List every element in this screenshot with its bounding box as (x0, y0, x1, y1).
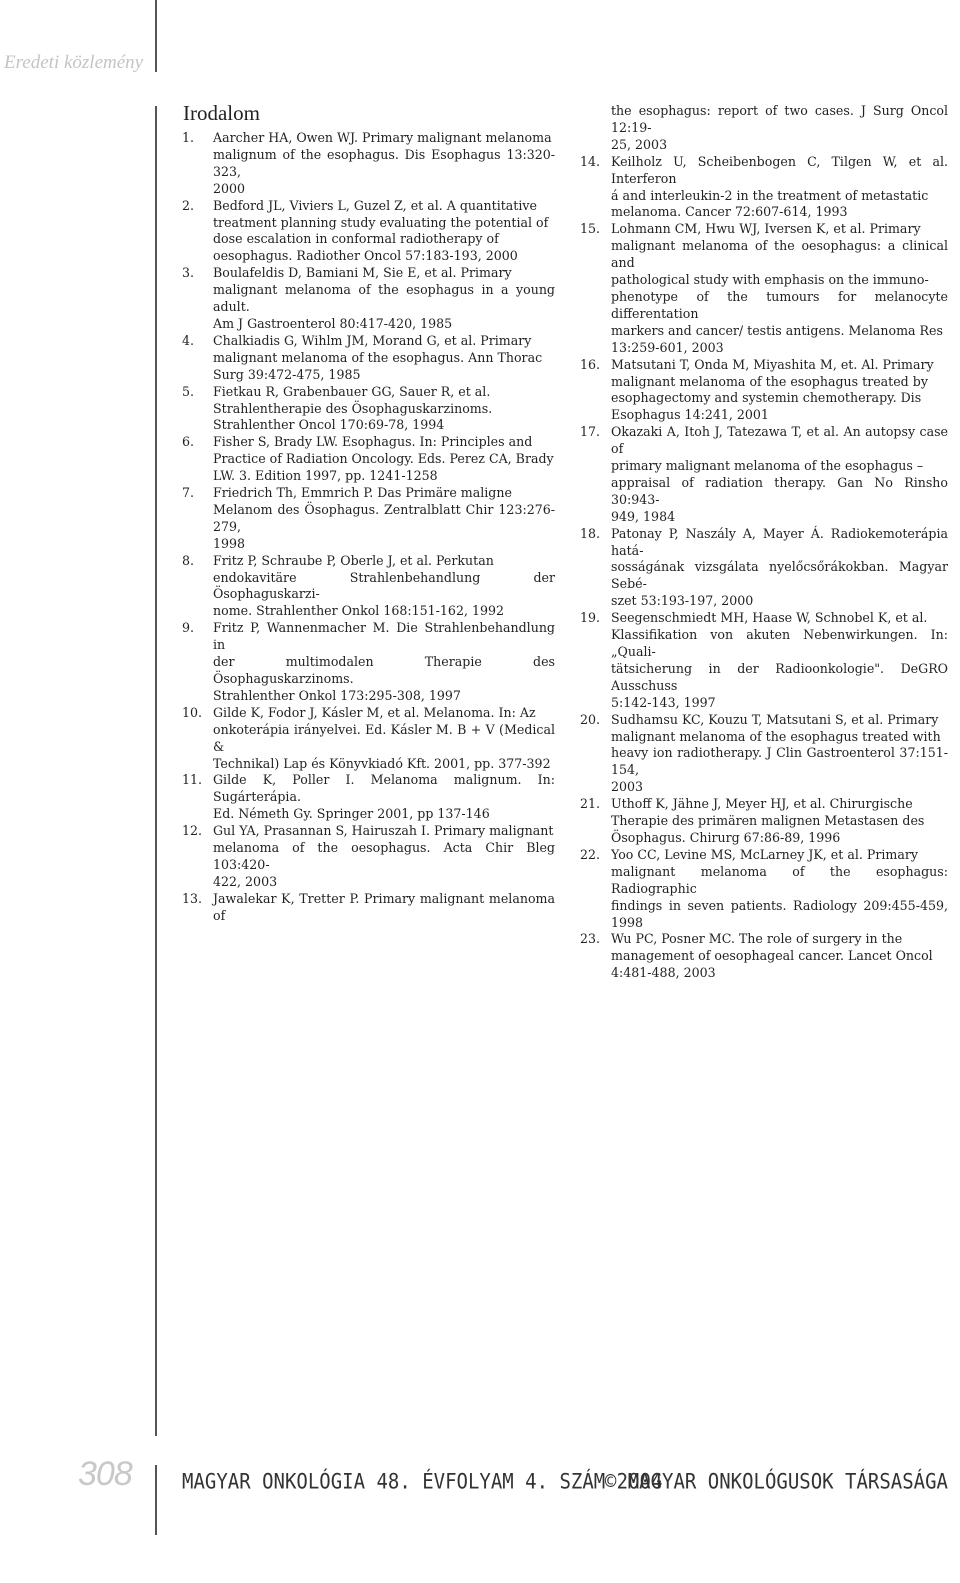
footer-copyright: © MAGYAR ONKOLÓGUSOK TÁRSASÁGA (604, 1469, 948, 1495)
reference-line: Melanom des Ösophagus. Zentralblatt Chir 123:276-279, (213, 501, 555, 534)
reference-line: szet 53:193-197, 2000 (611, 593, 754, 609)
reference-line: endokavitäre Strahlenbehandlung der Ösophaguskarzi- (213, 569, 555, 602)
reference-line: malignant melanoma of the esophagus: Radiographic (611, 863, 948, 896)
reference-item (182, 620, 555, 705)
reference-number: 20. (580, 711, 601, 727)
reference-item (182, 772, 555, 823)
reference-line: Gilde K, Poller I. Melanoma malignum. In: Sugárterápia. (213, 772, 555, 805)
reference-line: dose escalation in conformal radiotherapy of (213, 231, 499, 247)
reference-line: melanoma of the oesophagus. Acta Chir Bleg 103:420- (213, 840, 555, 872)
reference-line: oesophagus. Radiother Oncol 57:183-193, 2000 (213, 248, 518, 264)
reference-line: esophagectomy and systemin chemotherapy. Dis (611, 390, 922, 406)
reference-line: Klassifikation von akuten Nebenwirkungen. In: „Quali- (611, 627, 948, 659)
reference-number: 22. (580, 846, 601, 862)
reference-number: 17. (580, 424, 601, 440)
reference-line: Sudhamsu KC, Kouzu T, Matsutani S, et al. Primary (611, 711, 939, 727)
reference-line: 13:259-601, 2003 (611, 339, 724, 355)
reference-line: treatment planning study evaluating the potential of (213, 214, 549, 230)
reference-item (182, 333, 555, 384)
reference-line: tätsicherung in der Radioonkologie". DeGRO Ausschuss (611, 660, 948, 693)
reference-line: Wu PC, Posner MC. The role of surgery in the (611, 931, 903, 947)
reference-line: the esophagus: report of two cases. J Surg Oncol 12:19- (611, 103, 948, 135)
reference-line: onkoterápia irányelvei. Ed. Kásler M. B + V (Medical & (213, 721, 555, 754)
reference-line: primary malignant melanoma of the esophagus – (611, 458, 924, 474)
reference-item (182, 384, 555, 435)
reference-number: 5. (182, 383, 195, 399)
reference-line: Practice of Radiation Oncology. Eds. Perez CA, Brady (213, 451, 554, 467)
reference-item (580, 610, 948, 711)
reference-line: á and interleukin-2 in the treatment of metastatic (611, 187, 929, 203)
reference-item (182, 823, 555, 891)
reference-number: 1. (182, 130, 195, 145)
reference-line: findings in seven patients. Radiology 209:455-459, 1998 (611, 897, 948, 930)
reference-line: 4:481-488, 2003 (611, 965, 716, 981)
reference-line: Surg 39:472-475, 1985 (213, 366, 361, 382)
reference-number: 6. (182, 434, 195, 450)
reference-line: Yoo CC, Levine MS, McLarney JK, et al. Primary (611, 846, 918, 862)
reference-item (182, 130, 555, 198)
reference-line: Friedrich Th, Emmrich P. Das Primäre maligne (213, 485, 512, 501)
page-number: 308 (78, 1455, 132, 1493)
reference-line: melanoma. Cancer 72:607-614, 1993 (611, 204, 848, 220)
reference-line: Ösophagus. Chirurg 67:86-89, 1996 (611, 829, 841, 845)
reference-number: 9. (182, 620, 195, 636)
reference-line: Patonay P, Naszály A, Mayer Á. Radiokemoterápia hatá- (611, 525, 948, 558)
reference-line: Esophagus 14:241, 2001 (611, 407, 769, 423)
reference-number: 7. (182, 485, 195, 501)
reference-number: 14. (580, 153, 601, 169)
reference-line: Boulafeldis D, Bamiani M, Sie E, et al. Primary (213, 265, 512, 281)
references-heading: Irodalom (183, 101, 260, 125)
reference-item (580, 931, 948, 982)
reference-line: Fritz P, Schraube P, Oberle J, et al. Perkutan (213, 552, 494, 568)
reference-line: Ed. Németh Gy. Springer 2001, pp 137-146 (213, 806, 490, 822)
reference-number: 21. (580, 796, 601, 812)
reference-line: phenotype of the tumours for melanocyte differentation (611, 288, 948, 321)
reference-line: Chalkiadis G, Wihlm JM, Morand G, et al. Primary (213, 332, 532, 348)
reference-item (182, 891, 555, 925)
reference-line: Am J Gastroenterol 80:417-420, 1985 (213, 315, 453, 331)
reference-line: Okazaki A, Itoh J, Tatezawa T, et al. An autopsy case of (611, 424, 948, 457)
reference-line: malignum of the esophagus. Dis Esophagus 13:320-323, (213, 146, 555, 179)
reference-line: Lohmann CM, Hwu WJ, Iversen K, et al. Primary (611, 221, 921, 237)
reference-line: Seegenschmiedt MH, Haase W, Schnobel K, et al. (611, 610, 928, 626)
reference-number: 8. (182, 552, 195, 568)
reference-item (580, 796, 948, 847)
reference-item (182, 265, 555, 333)
reference-line: nome. Strahlenther Onkol 168:151-162, 1992 (213, 603, 505, 619)
reference-line: Gul YA, Prasannan S, Hairuszah I. Primary malignant (213, 823, 554, 839)
reference-line: Therapie des primären malignen Metastasen des (611, 813, 925, 829)
reference-line: Uthoff K, Jähne J, Meyer HJ, et al. Chirurgische (611, 796, 913, 812)
reference-item (580, 154, 948, 222)
reference-number: 12. (182, 823, 203, 839)
reference-line: malignant melanoma of the esophagus. Ann Thorac (213, 349, 543, 365)
reference-line: management of oesophageal cancer. Lancet Oncol (611, 948, 933, 964)
reference-line: Bedford JL, Viviers L, Guzel Z, et al. A quantitative (213, 197, 537, 213)
reference-line: malignant melanoma of the oesophagus: a clinical and (611, 238, 948, 271)
reference-line: Strahlenther Onkol 173:295-308, 1997 (213, 687, 461, 703)
footer-journal: MAGYAR ONKOLÓGIA 48. ÉVFOLYAM 4. SZÁM 2004 (182, 1469, 663, 1495)
references-column-left (182, 130, 555, 925)
reference-item (182, 198, 555, 266)
references-column-right (580, 103, 948, 982)
reference-number: 15. (580, 221, 601, 237)
reference-item (580, 357, 948, 425)
vertical-rule-footer (155, 1465, 157, 1535)
reference-line: 25, 2003 (611, 136, 668, 152)
reference-number: 11. (182, 772, 203, 788)
reference-item (580, 712, 948, 797)
reference-number: 13. (182, 890, 203, 906)
reference-line: markers and cancer/ testis antigens. Melanoma Res (611, 322, 943, 338)
reference-line: 949, 1984 (611, 508, 676, 524)
reference-item (182, 553, 555, 621)
reference-line: heavy ion radiotherapy. J Clin Gastroenterol 37:151-154, (611, 745, 948, 778)
reference-item (580, 526, 948, 611)
reference-line: Aarcher HA, Owen WJ. Primary malignant melanoma (213, 130, 552, 145)
reference-line: Matsutani T, Onda M, Miyashita M, et. Al. Primary (611, 356, 934, 372)
reference-number: 3. (182, 265, 195, 281)
section-label: Eredeti közlemény (4, 52, 144, 73)
reference-line: malignant melanoma of the esophagus in a young adult. (213, 282, 555, 315)
vertical-rule-top (155, 0, 157, 72)
reference-line: Fritz P, Wannenmacher M. Die Strahlenbehandlung in (213, 620, 555, 653)
reference-item (182, 434, 555, 485)
reference-line: 2000 (213, 180, 246, 196)
reference-line: Fietkau R, Grabenbauer GG, Sauer R, et al. (213, 383, 491, 399)
reference-line: Gilde K, Fodor J, Kásler M, et al. Melanoma. In: Az (213, 704, 536, 720)
reference-line: appraisal of radiation therapy. Gan No Rinsho 30:943- (611, 474, 948, 507)
reference-number: 16. (580, 356, 601, 372)
reference-line: 2003 (611, 779, 644, 795)
reference-number: 10. (182, 704, 203, 720)
reference-line: malignant melanoma of the esophagus treated with (611, 728, 941, 744)
reference-continuation (580, 103, 948, 154)
reference-line: pathological study with emphasis on the immuno- (611, 272, 929, 288)
reference-line: 5:142-143, 1997 (611, 694, 716, 710)
reference-line: Strahlentherapie des Ösophaguskarzinoms. (213, 400, 493, 416)
reference-item (580, 221, 948, 356)
reference-line: LW. 3. Edition 1997, pp. 1241-1258 (213, 468, 438, 484)
reference-number: 4. (182, 332, 195, 348)
reference-line: 1998 (213, 535, 246, 551)
reference-line: 422, 2003 (213, 873, 278, 889)
reference-line: Fisher S, Brady LW. Esophagus. In: Principles and (213, 434, 533, 450)
reference-item (182, 705, 555, 773)
reference-line: der multimodalen Therapie des Ösophaguskarzinoms. (213, 654, 555, 686)
reference-item (182, 485, 555, 553)
reference-line: Jawalekar K, Tretter P. Primary malignant melanoma of (213, 890, 555, 923)
reference-number: 19. (580, 610, 601, 626)
reference-number: 23. (580, 931, 601, 947)
reference-line: malignant melanoma of the esophagus treated by (611, 373, 928, 389)
reference-line: Strahlenther Oncol 170:69-78, 1994 (213, 417, 445, 433)
reference-line: Keilholz U, Scheibenbogen C, Tilgen W, et al. Interferon (611, 153, 948, 186)
reference-item (580, 424, 948, 525)
reference-line: Technikal) Lap és Könyvkiadó Kft. 2001, pp. 377-392 (213, 755, 551, 771)
reference-number: 18. (580, 525, 601, 541)
reference-line: sosságának vizsgálata nyelőcsőrákokban. Magyar Sebé- (611, 559, 948, 592)
reference-item (580, 847, 948, 932)
reference-number: 2. (182, 197, 195, 213)
vertical-rule-references (155, 106, 157, 1436)
